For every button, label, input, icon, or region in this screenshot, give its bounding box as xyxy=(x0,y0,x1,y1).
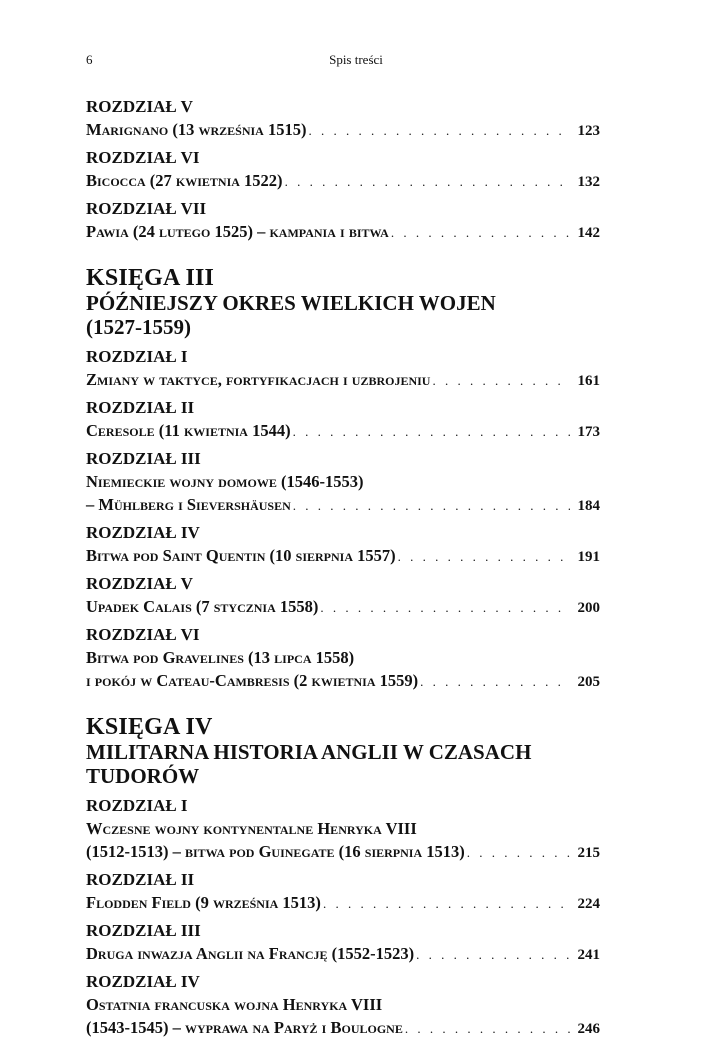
dot-leader xyxy=(291,494,570,517)
chapter-label: ROZDZIAŁ VI xyxy=(86,148,200,167)
chapter-label: ROZDZIAŁ VI xyxy=(86,625,200,644)
dot-leader xyxy=(403,1017,570,1040)
toc-entry[interactable] xyxy=(86,197,600,245)
book-subtitle-line: MILITARNA HISTORIA ANGLII W CZASACH xyxy=(86,740,532,764)
dot-leader xyxy=(418,670,570,693)
chapter-title-line xyxy=(86,493,600,518)
chapter-title-line xyxy=(86,993,600,1016)
dot-leader xyxy=(414,943,570,966)
toc-entry[interactable] xyxy=(86,794,600,865)
page-reference: 224 xyxy=(577,896,600,912)
page-reference: 246 xyxy=(577,1021,600,1037)
chapter-title-line xyxy=(86,840,600,865)
running-title: Spis treści xyxy=(329,52,383,67)
page-reference: 205 xyxy=(577,674,600,690)
chapter-title-line xyxy=(86,595,600,620)
page-number: 6 xyxy=(86,52,93,67)
dot-leader xyxy=(291,420,570,443)
toc-entry[interactable] xyxy=(86,396,600,444)
chapter-title-text: Pawia (24 lutego 1525) – kampania i bitwa xyxy=(86,222,389,241)
page-reference: 142 xyxy=(577,225,600,241)
chapter-title-line xyxy=(86,544,600,569)
chapter-label: ROZDZIAŁ V xyxy=(86,574,193,593)
page-reference: 161 xyxy=(577,373,600,389)
toc-entry[interactable] xyxy=(86,572,600,620)
chapter-title-text: – Mühlberg i Sievershäusen xyxy=(86,495,291,514)
book-subtitle-line: TUDORÓW xyxy=(86,764,200,788)
table-of-contents xyxy=(86,92,600,1041)
chapter-title-text: Ostatnia francuska wojna Henryka VIII xyxy=(86,995,383,1014)
chapter-label: ROZDZIAŁ III xyxy=(86,449,201,468)
chapter-title-text: Flodden Field (9 września 1513) xyxy=(86,893,321,912)
chapter-label: ROZDZIAŁ IV xyxy=(86,972,200,991)
chapter-title-text: Wczesne wojny kontynentalne Henryka VIII xyxy=(86,819,417,838)
chapter-title-text: Niemieckie wojny domowe (1546-1553) xyxy=(86,472,364,491)
toc-entry[interactable] xyxy=(86,447,600,518)
toc-section xyxy=(86,714,600,1041)
chapter-title-text: Upadek Calais (7 stycznia 1558) xyxy=(86,597,319,616)
chapter-title-line xyxy=(86,1016,600,1041)
chapter-title-text: Bicocca (27 kwietnia 1522) xyxy=(86,171,283,190)
toc-section xyxy=(86,95,600,245)
chapter-label: ROZDZIAŁ II xyxy=(86,398,195,417)
toc-entry[interactable] xyxy=(86,95,600,143)
chapter-label: ROZDZIAŁ III xyxy=(86,921,201,940)
book-subtitle-line: PÓŹNIEJSZY OKRES WIELKICH WOJEN xyxy=(86,291,496,315)
chapter-title-line xyxy=(86,368,600,393)
page-reference: 215 xyxy=(577,845,600,861)
chapter-title-line xyxy=(86,470,600,493)
chapter-title-text: i pokój w Cateau-Cambresis (2 kwietnia 1559) xyxy=(86,671,419,690)
toc-entry[interactable] xyxy=(86,970,600,1041)
dot-leader xyxy=(430,369,570,392)
dot-leader xyxy=(389,221,570,244)
chapter-label: ROZDZIAŁ I xyxy=(86,796,188,815)
dot-leader xyxy=(283,170,570,193)
dot-leader xyxy=(306,119,570,142)
chapter-label: ROZDZIAŁ V xyxy=(86,97,193,116)
page-reference: 173 xyxy=(577,424,600,440)
page-reference: 200 xyxy=(577,600,600,616)
chapter-title-line xyxy=(86,646,600,669)
dot-leader xyxy=(318,596,570,619)
chapter-title-line xyxy=(86,891,600,916)
chapter-title-text: Druga inwazja Anglii na Francję (1552-1523) xyxy=(86,944,415,963)
chapter-title-text: Marignano (13 września 1515) xyxy=(86,120,307,139)
chapter-title-text: (1543-1545) – wyprawa na Paryż i Boulogne xyxy=(86,1018,403,1037)
chapter-title-text: (1512-1513) – bitwa pod Guinegate (16 sierpnia 1513) xyxy=(86,842,465,861)
chapter-title-line xyxy=(86,669,600,694)
toc-section xyxy=(86,265,600,694)
dot-leader xyxy=(465,841,570,864)
page-reference: 184 xyxy=(577,498,600,514)
page-reference: 132 xyxy=(577,174,600,190)
dot-leader xyxy=(321,892,570,915)
chapter-title-text: Zmiany w taktyce, fortyfikacjach i uzbrojeniu xyxy=(86,370,431,389)
dot-leader xyxy=(396,545,570,568)
toc-entry[interactable] xyxy=(86,919,600,967)
chapter-title-line xyxy=(86,942,600,967)
page-reference: 123 xyxy=(577,123,600,139)
chapter-label: ROZDZIAŁ IV xyxy=(86,523,200,542)
book-title: KSIĘGA IV xyxy=(86,714,213,740)
book-subtitle-line: (1527-1559) xyxy=(86,315,191,339)
chapter-title-text: Bitwa pod Saint Quentin (10 sierpnia 1557) xyxy=(86,546,396,565)
chapter-title-line xyxy=(86,817,600,840)
page-reference: 241 xyxy=(577,947,600,963)
toc-entry[interactable] xyxy=(86,623,600,694)
toc-entry[interactable] xyxy=(86,146,600,194)
chapter-title-text: Ceresole (11 kwietnia 1544) xyxy=(86,421,291,440)
book-title: KSIĘGA III xyxy=(86,265,215,291)
chapter-title-text: Bitwa pod Gravelines (13 lipca 1558) xyxy=(86,648,355,667)
toc-entry[interactable] xyxy=(86,345,600,393)
toc-entry[interactable] xyxy=(86,521,600,569)
chapter-label: ROZDZIAŁ I xyxy=(86,347,188,366)
chapter-title-line xyxy=(86,118,600,143)
running-header xyxy=(0,52,712,72)
chapter-label: ROZDZIAŁ VII xyxy=(86,199,207,218)
toc-entry[interactable] xyxy=(86,868,600,916)
page-reference: 191 xyxy=(577,549,600,565)
chapter-title-line xyxy=(86,419,600,444)
chapter-title-line xyxy=(86,220,600,245)
chapter-title-line xyxy=(86,169,600,194)
chapter-label: ROZDZIAŁ II xyxy=(86,870,195,889)
